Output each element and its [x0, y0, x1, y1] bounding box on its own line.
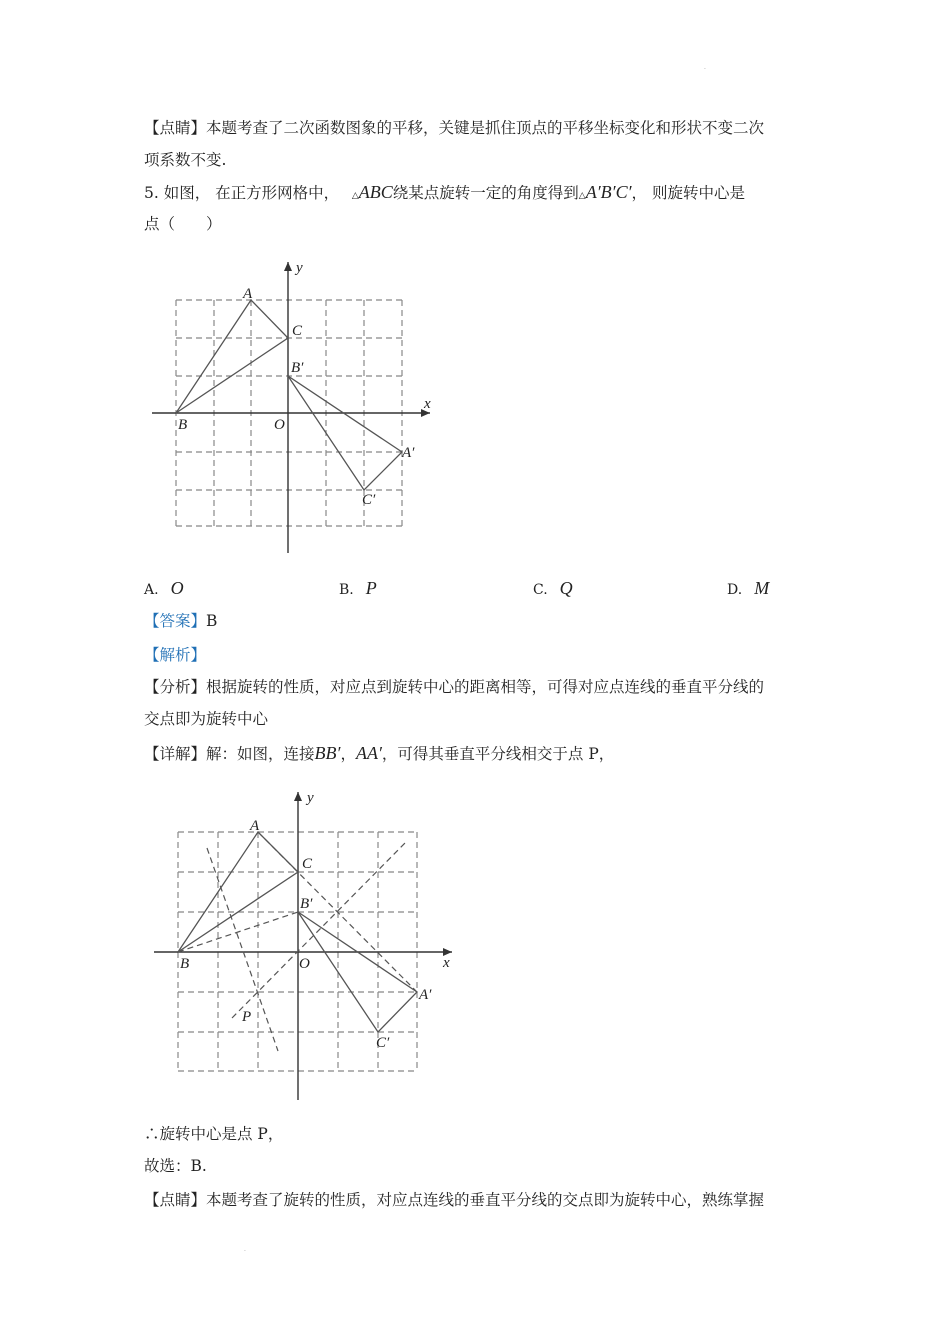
remark-tag: 【点睛】: [144, 1191, 207, 1209]
y-arrow-1: [284, 262, 292, 271]
remark-prev-text1: 本题考查了二次函数图象的平移，关键是抓住顶点的平移坐标变化和形状不变二次: [206, 119, 765, 137]
triangle-abc-prime: A′B′C′: [585, 182, 632, 202]
label-y-2: y: [307, 790, 314, 806]
label-a-2: A: [250, 818, 260, 834]
remark-line1: [144, 1190, 764, 1210]
segment-bb-prime: BB′: [314, 743, 341, 763]
figure-2-grid: [140, 780, 470, 1110]
answer-line: [144, 611, 217, 631]
remark-prev-line1: [144, 118, 764, 138]
triangle-symbol-2: △: [578, 191, 586, 201]
question-line1: [144, 182, 745, 206]
triangle-symbol: △: [351, 191, 359, 201]
answer-value: B: [206, 612, 218, 630]
detail-text-b: ，可得其垂直平分线相交于点 P，: [381, 745, 615, 763]
label-b-prime-1: B′: [291, 360, 304, 376]
option-c[interactable]: [533, 578, 573, 599]
label-c-2: C: [302, 856, 313, 872]
remark-text1: 本题考查了旋转的性质，对应点连线的垂直平分线的交点即为旋转中心，熟练掌握: [206, 1191, 765, 1209]
fenxi-tag: 【分析】: [144, 678, 207, 696]
remark-prev-tag: 【点睛】: [144, 119, 207, 137]
remark-prev-line2: 项系数不变.: [144, 151, 227, 169]
label-b-1: B: [178, 417, 188, 433]
fenxi-text1: 根据旋转的性质，对应点到旋转中心的距离相等，可得对应点连线的垂直平分线的: [206, 678, 765, 696]
label-a-1: A: [243, 286, 253, 302]
label-c-1: C: [292, 323, 303, 339]
triangle-abc: ABC: [358, 182, 393, 202]
analysis-tag: 【解析】: [144, 646, 207, 664]
axes-1: [152, 262, 430, 553]
page-mark-bottom: ·: [244, 1248, 246, 1255]
label-c-prime-1: C′: [362, 492, 376, 508]
label-a-prime-2: A′: [419, 987, 432, 1003]
detail-line: [144, 743, 614, 764]
question-line2: 点（ ）: [144, 215, 222, 233]
option-c-letter: C.: [533, 582, 548, 598]
labels-2: [180, 790, 450, 1051]
conclusion: ∴旋转中心是点 P，: [144, 1125, 284, 1143]
label-a-prime-1: A′: [402, 445, 415, 461]
label-x-2: x: [443, 955, 450, 971]
option-b-value: P: [365, 578, 377, 598]
fenxi-line1: [144, 677, 764, 697]
option-b-letter: B.: [339, 582, 354, 598]
label-x-1: x: [424, 396, 431, 412]
option-a-letter: A.: [144, 582, 159, 598]
answer-tag: 【答案】: [144, 612, 207, 630]
question-prefix: 5. 如图， 在正方形网格中，: [144, 184, 332, 202]
choose: 故选：B.: [144, 1157, 207, 1175]
option-b[interactable]: [339, 578, 377, 599]
label-y-1: y: [296, 260, 303, 276]
label-b-prime-2: B′: [300, 896, 313, 912]
detail-text-a: 解：如图，连接: [206, 745, 315, 763]
figure-1-grid: [140, 250, 450, 560]
label-o-1: O: [274, 417, 285, 433]
detail-tag: 【详解】: [144, 745, 207, 763]
labels-1: [178, 260, 431, 508]
option-a-value: O: [170, 578, 184, 598]
page-mark-top: ·: [704, 66, 706, 73]
label-b-2: B: [180, 956, 190, 972]
segment-aa-prime: AA′: [355, 743, 382, 763]
y-arrow-2: [294, 792, 302, 801]
label-c-prime-2: C′: [376, 1035, 390, 1051]
fenxi-line2: 交点即为旋转中心: [144, 710, 269, 728]
option-a[interactable]: [144, 578, 184, 599]
option-c-value: Q: [559, 578, 573, 598]
label-p-2: P: [242, 1009, 252, 1025]
triangles-1: [176, 300, 402, 490]
option-d[interactable]: [727, 578, 769, 599]
label-o-2: O: [299, 956, 310, 972]
detail-sep: ，: [340, 745, 356, 763]
option-d-letter: D.: [727, 582, 743, 598]
option-d-value: M: [754, 578, 770, 598]
question-suffix: ， 则旋转中心是: [631, 184, 745, 202]
question-mid: 绕某点旋转一定的角度得到: [392, 184, 579, 202]
